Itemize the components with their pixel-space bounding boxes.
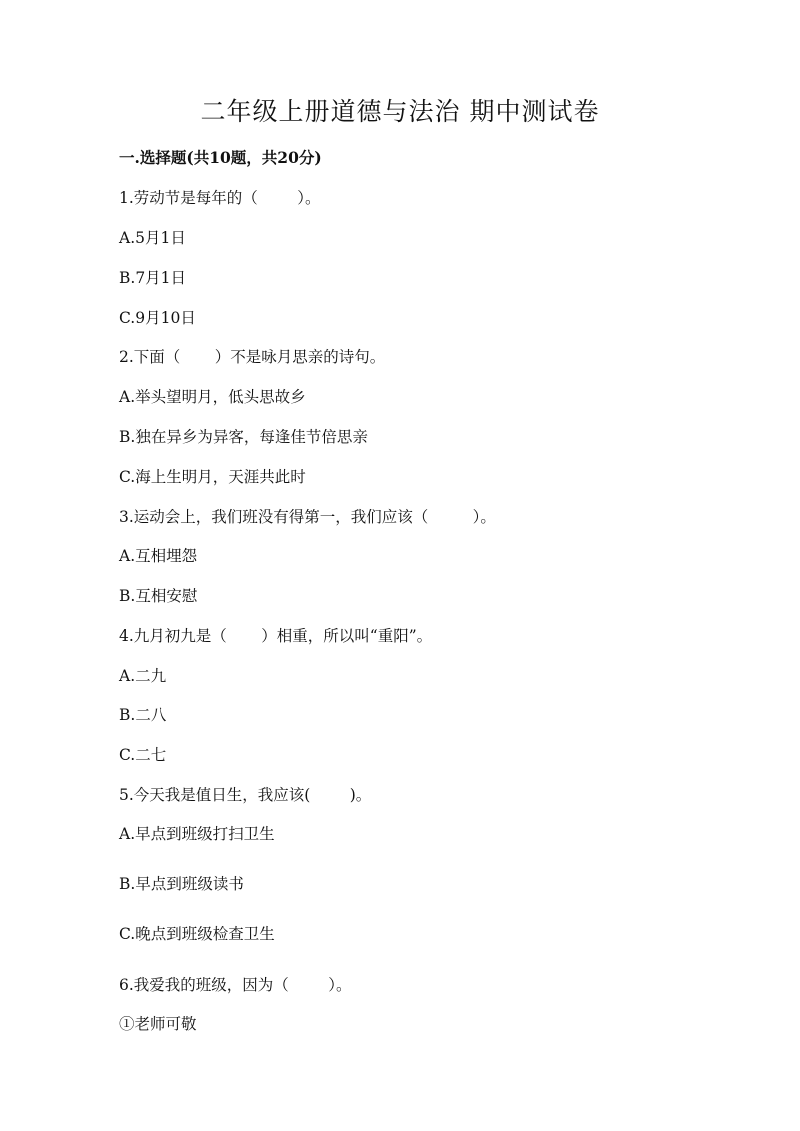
question-3-option-b: B.互相安慰 [119,587,198,605]
question-2-stem: 2.下面（ ）不是咏月思亲的诗句。 [119,348,386,366]
question-2-option-b: B.独在异乡为异客，每逢佳节倍思亲 [119,428,368,446]
question-1-option-c: C.9月10日 [119,309,196,327]
question-1-option-a: A.5月1日 [119,229,186,247]
question-1-stem: 1.劳动节是每年的（ ）。 [119,189,321,207]
question-1-option-b: B.7月1日 [119,269,187,287]
question-4-option-a: A.二九 [119,667,167,685]
question-6-option-1: ①老师可敬 [119,1015,197,1033]
question-3-option-a: A.互相埋怨 [119,547,198,565]
question-5-option-c: C.晚点到班级检查卫生 [119,925,275,943]
exam-title: 二年级上册道德与法治 期中测试卷 [200,97,600,126]
question-5-option-a: A.早点到班级打扫卫生 [119,825,275,843]
question-4-option-b: B.二八 [119,706,167,724]
question-6-stem: 6.我爱我的班级，因为（ ）。 [119,976,352,994]
question-5-option-b: B.早点到班级读书 [119,875,244,893]
question-3-stem: 3.运动会上，我们班没有得第一，我们应该（ ）。 [119,508,496,526]
question-4-stem: 4.九月初九是（ ）相重，所以叫“重阳”。 [119,627,433,645]
section-heading: 一.选择题(共10题，共20分) [119,148,322,167]
question-2-option-a: A.举头望明月，低头思故乡 [119,388,306,406]
question-4-option-c: C.二七 [119,746,167,764]
question-5-stem: 5.今天我是值日生，我应该( )。 [119,786,372,804]
question-2-option-c: C.海上生明月，天涯共此时 [119,468,306,486]
